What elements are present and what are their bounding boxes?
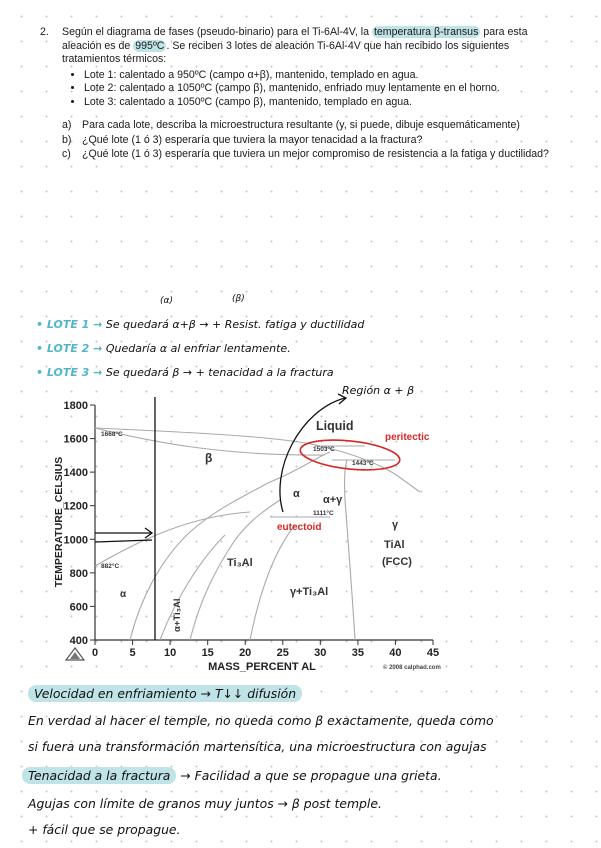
label-alpha: α — [293, 488, 300, 500]
label-eutectoid: eutectoid — [277, 522, 322, 533]
bottom-line-4-hl: Tenacidad a la fractura — [22, 767, 176, 784]
bottom-line-4 — [22, 768, 442, 783]
question-label: a) — [62, 119, 72, 131]
note-lote3-text: Se quedará β → + tenacidad a la fractura — [105, 366, 334, 379]
y-tick-label: 1800 — [63, 400, 88, 412]
question-text: ¿Qué lote (1 ó 3) esperaría que tuviera un mejor compromiso de resistencia a la fatiga y ductilidad? — [82, 148, 549, 160]
question-label: b) — [62, 133, 72, 146]
note-lote1-tag: • LOTE 1 → — [36, 318, 103, 331]
label-1111: 1111°C — [313, 510, 334, 517]
x-axis-label: MASS_PERCENT AL — [208, 661, 316, 673]
bottom-line-2: En verdad al hacer el temple, no queda como β exactamente, queda como — [28, 713, 494, 728]
x-tick-label: 5 — [129, 647, 136, 659]
highlight-beta-transus: temperatura β-transus — [373, 26, 479, 38]
bottom-line-5: Agujas con límite de granos muy juntos → β post temple. — [28, 796, 382, 811]
lot-item: • Lote 3: calentado a 1050ºC (campo β), mantenido, templado en agua. — [84, 96, 562, 110]
bottom-line-1-text: Velocidad en enfriamiento → T↓↓ difusión — [28, 685, 302, 702]
bottom-line-3: si fuera una transformación martensítica, una microestructura con agujas — [28, 739, 487, 754]
label-gamma: γ — [392, 519, 399, 531]
note-region: Región α + β — [342, 384, 415, 397]
note-lote3-tag: • LOTE 3 → — [36, 366, 103, 379]
note-sup-alpha: (α) — [160, 296, 173, 306]
gamma-boundary-right — [345, 460, 355, 640]
problem-number: 2. — [40, 26, 49, 38]
label-beta: β — [205, 451, 213, 465]
x-tick-label: 40 — [389, 647, 402, 659]
calphad-logo-icon — [66, 648, 84, 660]
intro-post: . Se reciben 3 lotes de aleación Ti-6Al-4V que han recibido los siguientes tratamientos térmicos: — [62, 39, 510, 65]
label-liquid: Liquid — [316, 419, 354, 433]
bottom-line-6: + fácil que se propague. — [28, 822, 181, 837]
x-tick-label: 35 — [351, 647, 365, 659]
label-1503: 1503°C — [313, 446, 335, 453]
intro-pre: Según el diagrama de fases (pseudo-binario) para el Ti-6Al-4V, la — [62, 26, 372, 38]
lot-item: • Lote 1: calentado a 950ºC (campo α+β), mantenido, templado en agua. — [84, 69, 562, 83]
note-sup-beta: (β) — [232, 294, 245, 304]
alpha-beta-boundary — [130, 452, 330, 640]
label-peritectic: peritectic — [385, 432, 430, 443]
label-alpha-gamma: α+γ — [323, 494, 343, 506]
y-tick-label: 600 — [69, 601, 88, 614]
label-ti3al: Ti₃Al — [227, 557, 253, 569]
y-tick-label: 1000 — [63, 534, 88, 547]
question-label: c) — [62, 148, 71, 160]
label-gamma-ti3al: γ+Ti₃Al — [290, 586, 329, 598]
y-tick-label: 1400 — [63, 467, 88, 480]
credit-text: © 2008 calphad.com — [383, 665, 441, 671]
highlight-temperature: 995ºC — [135, 39, 165, 52]
label-alpha-ti3al: α+Ti₃Al — [172, 598, 183, 632]
y-tick-label: 1600 — [63, 433, 88, 446]
question-text: ¿Qué lote (1 ó 3) esperaría que tuviera la mayor tenacidad a la fractura? — [82, 133, 423, 146]
x-tick-label: 45 — [426, 647, 440, 659]
y-tick-label: 800 — [69, 567, 88, 580]
label-alpha-left: α — [120, 589, 127, 600]
x-tick-label: 25 — [276, 647, 289, 659]
label-fcc: (FCC) — [382, 556, 412, 568]
label-1668: 1668°C — [101, 431, 123, 438]
ti3al-boundary-left — [160, 535, 225, 640]
x-tick-label: 0 — [91, 647, 99, 659]
lot-item: • Lote 2: calentado a 1050ºC (campo β), mantenido, enfriado muy lentamente en el horno. — [84, 82, 562, 96]
x-tick-label: 30 — [314, 647, 327, 659]
label-1443: 1443°C — [352, 460, 374, 467]
question-text: Para cada lote, describa la microestructura resultante (y, si puede, dibuje esquemáticamente) — [82, 119, 520, 131]
bottom-line-4-rest: → Facilidad a que se propague una grieta. — [180, 768, 442, 783]
label-tial: TiAl — [384, 539, 405, 551]
x-tick-label: 15 — [201, 647, 214, 659]
y-tick-label: 1200 — [63, 500, 88, 513]
note-lote1-text: Se quedará α+β → + Resist. fatiga y ductilidad — [105, 318, 365, 331]
bottom-line-1 — [28, 686, 302, 701]
note-lote2-text: Quedaría α al enfriar lentamente. — [105, 342, 291, 355]
x-tick-label: 10 — [163, 647, 177, 659]
y-axis-label: TEMPERATURE_CELSIUS — [53, 456, 65, 588]
gamma-boundary-left — [250, 525, 295, 640]
label-882: 882°C — [101, 563, 120, 570]
intro-mid: para esta aleación es de — [62, 26, 528, 52]
x-tick-label: 20 — [239, 647, 252, 659]
y-tick-label: 400 — [69, 635, 88, 647]
note-lote2-tag: • LOTE 2 → — [36, 342, 103, 355]
